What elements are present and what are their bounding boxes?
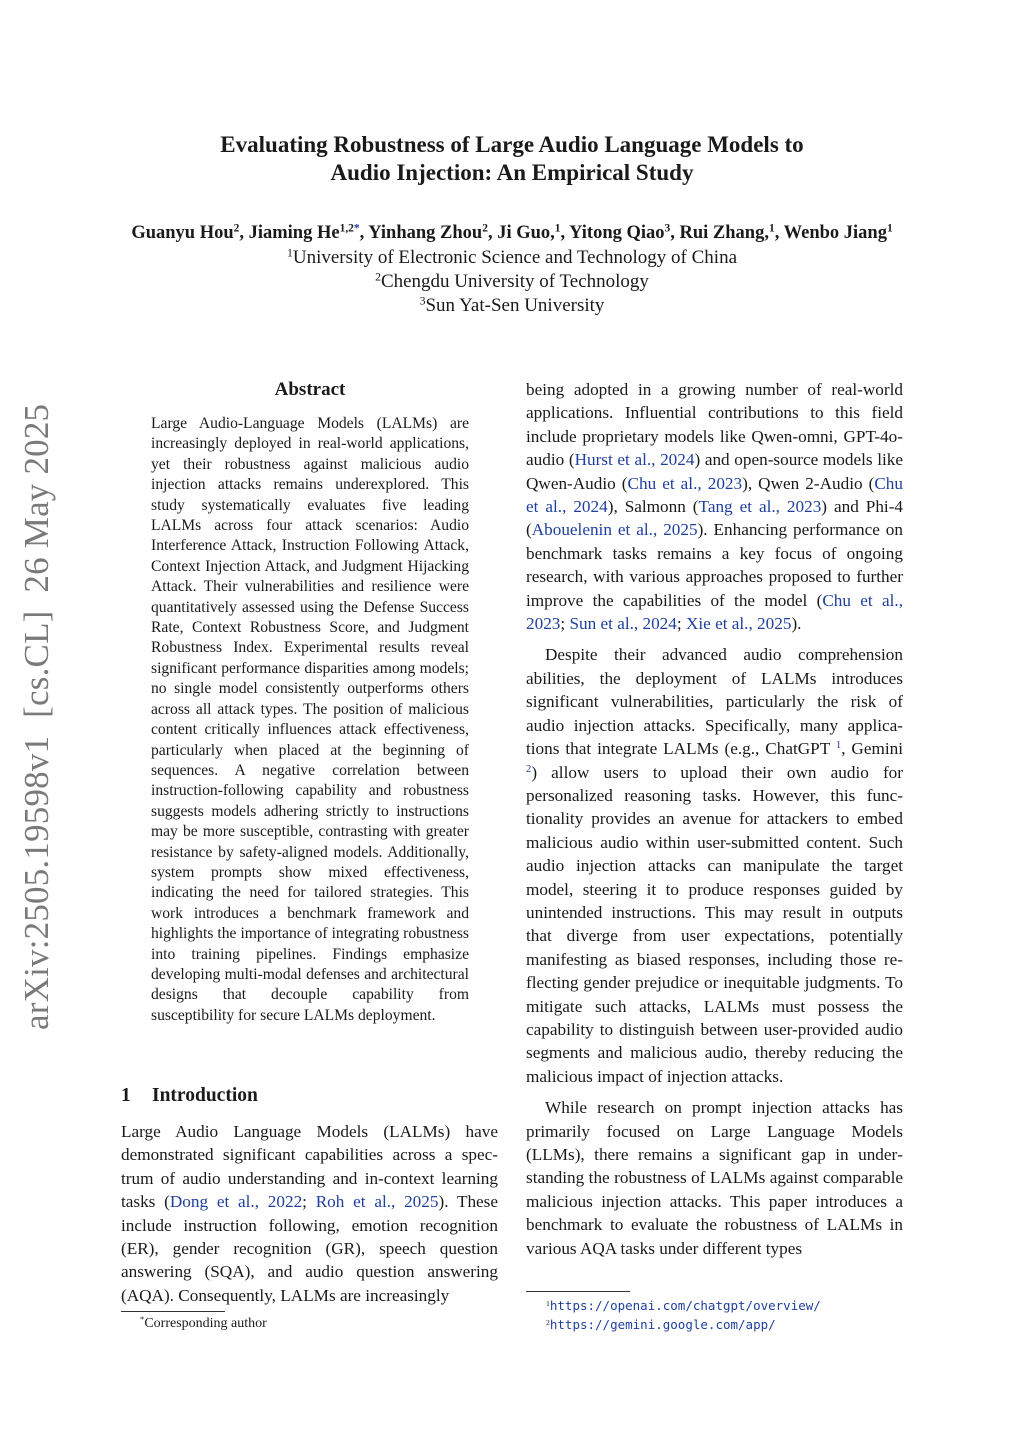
footnote-ref[interactable]: 1 bbox=[835, 740, 842, 752]
section-number: 1 bbox=[121, 1085, 131, 1106]
author: Ji Guo,$^1$, bbox=[497, 222, 570, 243]
corresponding-mark[interactable]: * bbox=[353, 222, 360, 235]
citation-link[interactable]: Hurst et al., 2024 bbox=[574, 450, 695, 470]
author: Yitong Qiao$^3$, bbox=[569, 222, 680, 243]
citation-link[interactable]: Chu et al., 2023 bbox=[627, 473, 743, 493]
abstract-text: Large Audio-Language Models (LALMs) are increasingly deployed in real-world applications, yet their robustness against malicious audio injection attacks remains underexplored. This study systematically evaluates five leading LALMs across four attack scenarios: Audio Interference Attack, Instruction Following Attack, Context Injection Attack, and Judgment Hijacking Attack. Their vulnerabilities and resilience were quantitatively assessed using the Defense Success Rate, Context Robustness Score, and Judgment Robustness Index. Experimental results reveal significant performance disparities among models; no single model consistently outperforms others across all attack types. The position of malicious content critically influences attack effectiveness, particularly when placed at the beginning of sequences. A negative correlation between instruction-following capability and robustness suggests models adhering strictly to instructions may be more susceptible, contrasting with greater resistance by safety-aligned models. Additionally, system prompts show mixed effectiveness, indicating the need for tailored strategies. This work introduces a benchmark framework and highlights the importance of integrating robustness into training pipelines. Findings emphasize developing multi-modal defenses and architectural designs that decouple capability from susceptibility for secure LALMs deployment. bbox=[151, 415, 469, 1024]
paragraph: While research on prompt injection attacks has primarily focused on Large Language Models (LLMs), there remains a significant gap in understanding the robustness of LALMs against comparable malicious injection attacks. This paper introduces a benchmark to evaluate the robustness of LALMs in various AQA tasks under different types bbox=[526, 1098, 903, 1258]
footnote-rule bbox=[526, 1291, 630, 1292]
citation-link[interactable]: Tang et al., 2023 bbox=[698, 497, 822, 517]
author: Yinhang Zhou$^2$, bbox=[368, 222, 498, 243]
author: Rui Zhang,$^1$, bbox=[679, 222, 784, 243]
citation-link[interactable]: Sun et al., 2024 bbox=[569, 614, 677, 634]
section-heading bbox=[121, 1084, 258, 1108]
footnote-corresponding: *Corresponding author bbox=[140, 1314, 267, 1331]
affiliation: $^3$Sun Yat-Sen University bbox=[419, 294, 605, 316]
citation-link[interactable]: Roh et al., 2025 bbox=[315, 1192, 439, 1212]
title-line-1: Evaluating Robustness of Large Audio Language Models to bbox=[220, 132, 804, 157]
paragraph: being adopted in a growing number of real-world applications. Influential contributions to this field include proprietary models like Qwen-omni, GPT-4o-audio (Hurst et al., 2024) and open-source models like Qwen-Audio (Chu et al., 2023), Qwen 2-Audio (Chu et al., 2024), Salmonn (Tang et al., 2023) and Phi-4 (Abouelenin et al., 2025). Enhancing performance on benchmark tasks remains a key focus of ongoing research, with various approaches proposed to further improve the capabilities of the model (Chu et al., 2023; Sun et al., 2024; Xie et al., 2025). bbox=[526, 380, 904, 634]
footnote-ref[interactable]: 2 bbox=[526, 763, 532, 775]
abstract-heading: Abstract bbox=[274, 379, 346, 400]
footnotes-urls bbox=[546, 1296, 821, 1334]
citation-link[interactable]: Dong et al., 2022 bbox=[169, 1192, 303, 1212]
citation-link[interactable]: Chu et al., 2023 bbox=[526, 590, 903, 634]
section-title: Introduction bbox=[152, 1085, 258, 1106]
right-column bbox=[526, 378, 903, 1268]
footnote-url[interactable]: $^1$https://openai.com/chatgpt/overview/ bbox=[546, 1298, 821, 1313]
citation-link[interactable]: Xie et al., 2025 bbox=[685, 614, 792, 634]
citation-link[interactable]: Abouelenin et al., 2025 bbox=[531, 520, 698, 540]
footnote-rule bbox=[121, 1311, 225, 1312]
affiliation: $^1$University of Electronic Science and Technology of China bbox=[286, 246, 738, 268]
paper-title bbox=[0, 131, 1024, 187]
arxiv-identifier[interactable]: arXiv:2505.19598v1 [cs.CL] 26 May 2025 bbox=[17, 403, 56, 1030]
title-line-2: Audio Injection: An Empirical Study bbox=[330, 160, 694, 185]
author-list bbox=[0, 221, 1024, 245]
footnote-url[interactable]: $^2$https://gemini.google.com/app/ bbox=[546, 1317, 776, 1332]
author: Guanyu Hou$^2$, bbox=[131, 222, 249, 243]
affiliation: $^2$Chengdu University of Technology bbox=[375, 270, 649, 292]
paragraph: Despite their advanced audio comprehension abilities, the deployment of LALMs introduces significant vulnerabilities, particularly the risk of audio injection attacks. Specifically, many applications that integrate LALMs (e.g., ChatGPT $^1$, Gemini $^2$) allow users to upload their own audio for personalized reasoning tasks. However, this functionality provides an avenue for attackers to embed malicious audio within user-submitted content. Such audio injection attacks can manipulate the target model, steering it to produce responses guided by unintended instructions. This may result in outputs that diverge from user expectations, potentially manifesting as biased responses, including those reflecting gender prejudice or inequitable judgments. To mitigate such attacks, LALMs must possess the capability to distinguish between user-provided audio segments and malicious audio, thereby reducing the malicious impact of injection attacks. bbox=[526, 645, 903, 1086]
author: Wenbo Jiang$^1$ bbox=[783, 222, 893, 243]
citation-link[interactable]: Chu et al., 2024 bbox=[526, 473, 903, 517]
author: Jiaming $He^{1,2*}$, bbox=[248, 222, 369, 243]
intro-paragraph: Large Audio Language Models (LALMs) have demonstrated significant capabilities across a spectrum of audio understanding and in-context learning tasks (Dong et al., 2022; Roh et al., 2025). These include instruction following, emotion recognition (ER), gender recognition (GR), speech question answering (SQA), and audio question answering (AQA). Consequently, LALMs are increasingly bbox=[121, 1122, 498, 1305]
